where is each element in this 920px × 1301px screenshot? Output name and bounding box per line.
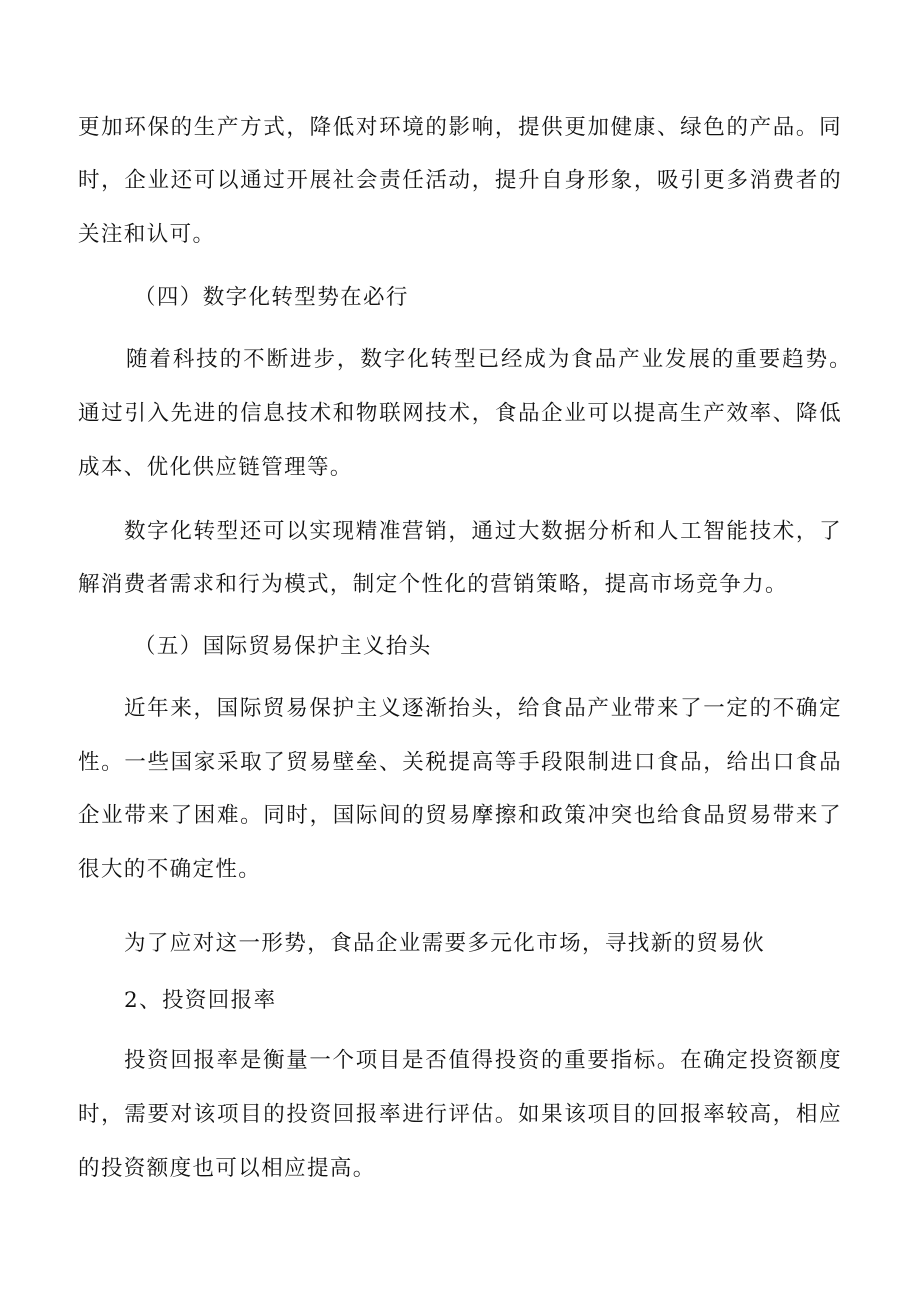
paragraph-line: 企业带来了困难。同时，国际间的贸易摩擦和政策冲突也给食品贸易带来了 [78,803,842,828]
section-heading: 2、投资回报率 [124,988,277,1013]
section-heading: （四）数字化转型势在必行 [134,285,409,310]
paragraph-line: 为了应对这一形势，食品企业需要多元化市场，寻找新的贸易伙 [124,931,766,956]
section-heading: （五）国际贸易保护主义抬头 [134,634,432,659]
paragraph-line: 性。一些国家采取了贸易壁垒、关税提高等手段限制进口食品，给出口食品 [78,750,842,775]
paragraph-line: 时，企业还可以通过开展社会责任活动，提升自身形象，吸引更多消费者的 [78,168,842,193]
paragraph-line: 很大的不确定性。 [78,857,262,882]
paragraph-line: 投资回报率是衡量一个项目是否值得投资的重要指标。在确定投资额度 [124,1048,842,1073]
paragraph-line: 时，需要对该项目的投资回报率进行评估。如果该项目的回报率较高，相应 [78,1102,842,1127]
paragraph-line: 更加环保的生产方式，降低对环境的影响，提供更加健康、绿色的产品。同 [78,115,842,140]
paragraph-line: 解消费者需求和行为模式，制定个性化的营销策略，提高市场竞争力。 [78,572,788,597]
paragraph-line: 关注和认可。 [78,222,216,247]
paragraph-line: 通过引入先进的信息技术和物联网技术，食品企业可以提高生产效率、降低 [78,401,842,426]
paragraph-line: 随着科技的不断进步，数字化转型已经成为食品产业发展的重要趋势。 [126,347,852,372]
paragraph-line: 的投资额度也可以相应提高。 [78,1156,376,1181]
paragraph-line: 成本、优化供应链管理等。 [78,455,353,480]
paragraph-line: 近年来，国际贸易保护主义逐渐抬头，给食品产业带来了一定的不确定 [124,696,842,721]
paragraph-line: 数字化转型还可以实现精准营销，通过大数据分析和人工智能技术，了 [124,519,842,544]
